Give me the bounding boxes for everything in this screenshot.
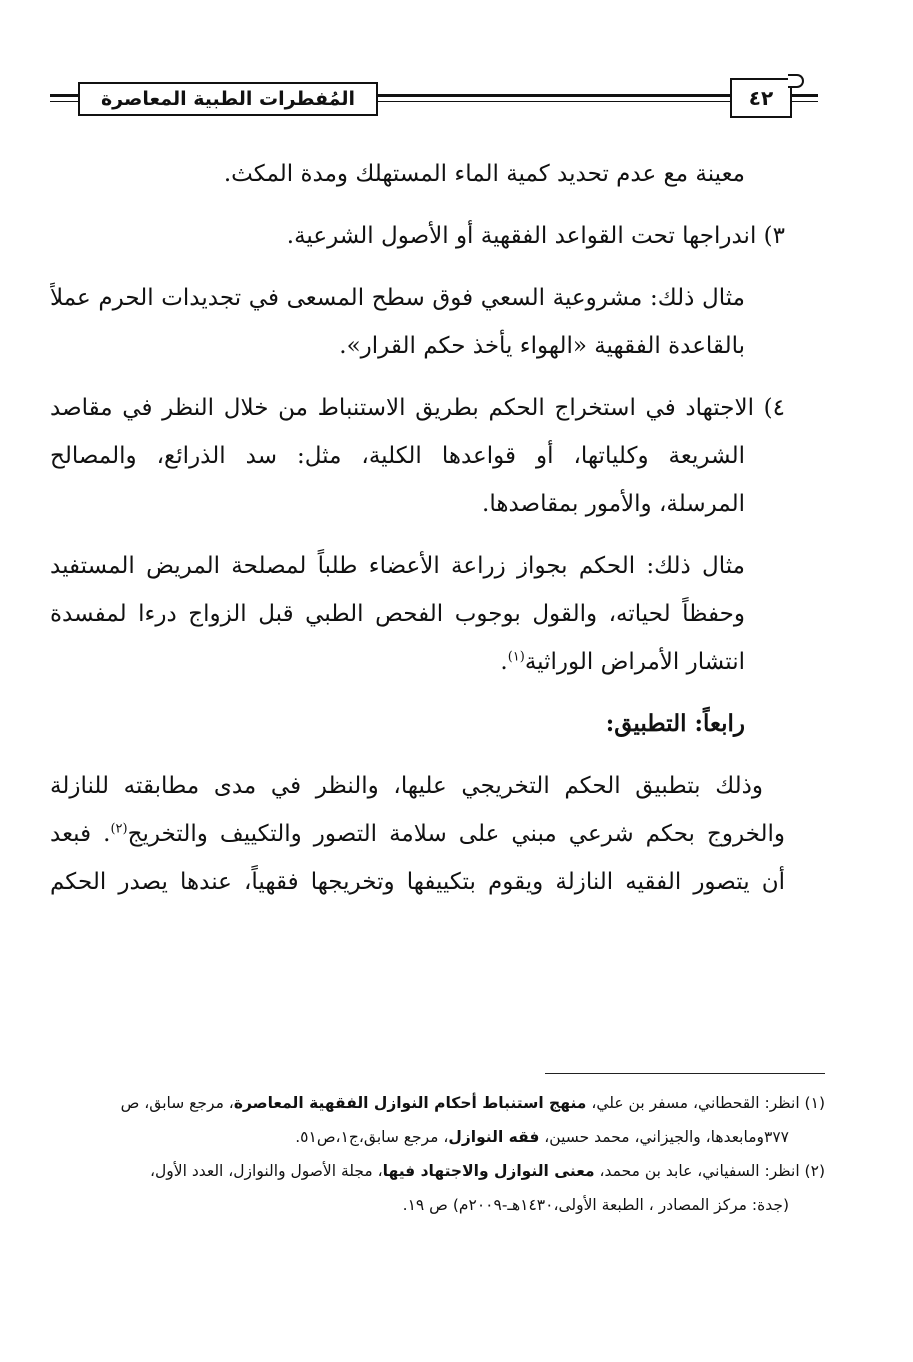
footnote-ref-2: (٢)	[110, 821, 128, 837]
header-rule-left-bottom	[50, 101, 78, 102]
paragraph-line: معينة مع عدم تحديد كمية الماء المستهلك ومدة المكث.	[223, 161, 745, 187]
footnote-text: (٢) انظر: السفياني، عابد بن محمد،	[594, 1162, 825, 1180]
example-line: مثال ذلك: مشروعية السعي فوق سطح المسعى في تجديدات الحرم عملاً	[50, 285, 745, 311]
list-item-3: ٣) اندراجها تحت القواعد الفقهية أو الأصول الشرعية.	[286, 223, 785, 249]
header-rule-right-bottom	[792, 101, 818, 102]
header-rule-left-top	[50, 94, 78, 97]
page-number: ٤٢	[730, 78, 792, 118]
list-item-4-line: المرسلة، والأمور بمقاصدها.	[482, 491, 745, 517]
example-text: انتشار الأمراض الوراثية	[524, 649, 745, 675]
list-item-4-line: الشريعة وكلياتها، أو قواعدها الكلية، مثل: سد الذرائع، والمصالح	[50, 443, 745, 469]
example-line: بالقاعدة الفقهية «الهواء يأخذ حكم القرار».	[339, 333, 745, 359]
running-title: المُفطرات الطبية المعاصرة	[78, 82, 378, 116]
footnote-text: ، مرجع سابق، ص	[120, 1094, 234, 1112]
footnote-text: (١) انظر: القحطاني، مسفر بن علي،	[586, 1094, 825, 1112]
footnote-separator	[545, 1073, 825, 1074]
page-header	[50, 74, 818, 124]
footnote-2	[40, 1154, 825, 1188]
example-line	[50, 638, 785, 686]
example-end: .	[500, 649, 508, 675]
paragraph-line: وذلك بتطبيق الحكم التخريجي عليها، والنظر في مدى مطابقته للنازلة	[50, 773, 763, 799]
page-curl-ornament	[788, 74, 804, 88]
footnote-ref-1: (١)	[507, 649, 525, 665]
footnote-text: ، مجلة الأصول والنوازل، العدد الأول،	[150, 1162, 383, 1180]
list-item-4: ٤) الاجتهاد في استخراج الحكم بطريق الاستنباط من خلال النظر في مقاصد	[50, 395, 785, 421]
paragraph-line	[50, 810, 785, 858]
footnote-1-line-2	[40, 1120, 825, 1154]
footnote-2-line-2: (جدة: مركز المصادر ، الطبعة الأولى،١٤٣٠هـ-٢٠٠٩م) ص ١٩.	[402, 1196, 789, 1214]
example-line: مثال ذلك: الحكم بجواز زراعة الأعضاء طلباً لمصلحة المريض المستفيد	[50, 553, 745, 579]
footnote-text: ، مرجع سابق،ج١،ص٥١.	[295, 1128, 449, 1146]
footnote-text: ٣٧٧ومابعدها، والجيزاني، محمد حسين،	[539, 1128, 789, 1146]
main-text	[50, 150, 785, 906]
header-rule-middle-bottom	[378, 101, 730, 102]
paragraph-text: والخروج بحكم شرعي مبني على سلامة التصور والتكييف والتخريج	[127, 821, 785, 847]
header-rule-right-top	[792, 94, 818, 97]
footnote-book-title: منهج استنباط أحكام النوازل الفقهية المعاصرة	[233, 1094, 587, 1112]
header-rule-middle-top	[378, 94, 730, 97]
footnotes	[40, 1086, 825, 1222]
paragraph-text: . فبعد	[50, 821, 111, 847]
paragraph-line: أن يتصور الفقيه النازلة ويقوم بتكييفها وتخريجها فقهياً، عندها يصدر الحكم	[50, 869, 785, 895]
section-heading: رابعاً: التطبيق:	[605, 710, 745, 737]
example-line: وحفظاً لحياته، والقول بوجوب الفحص الطبي قبل الزواج درءا لمفسدة	[50, 601, 745, 627]
footnote-book-title: فقه النوازل	[448, 1128, 540, 1146]
footnote-1	[40, 1086, 825, 1120]
footnote-article-title: معنى النوازل والاجتهاد فيها	[382, 1162, 595, 1180]
